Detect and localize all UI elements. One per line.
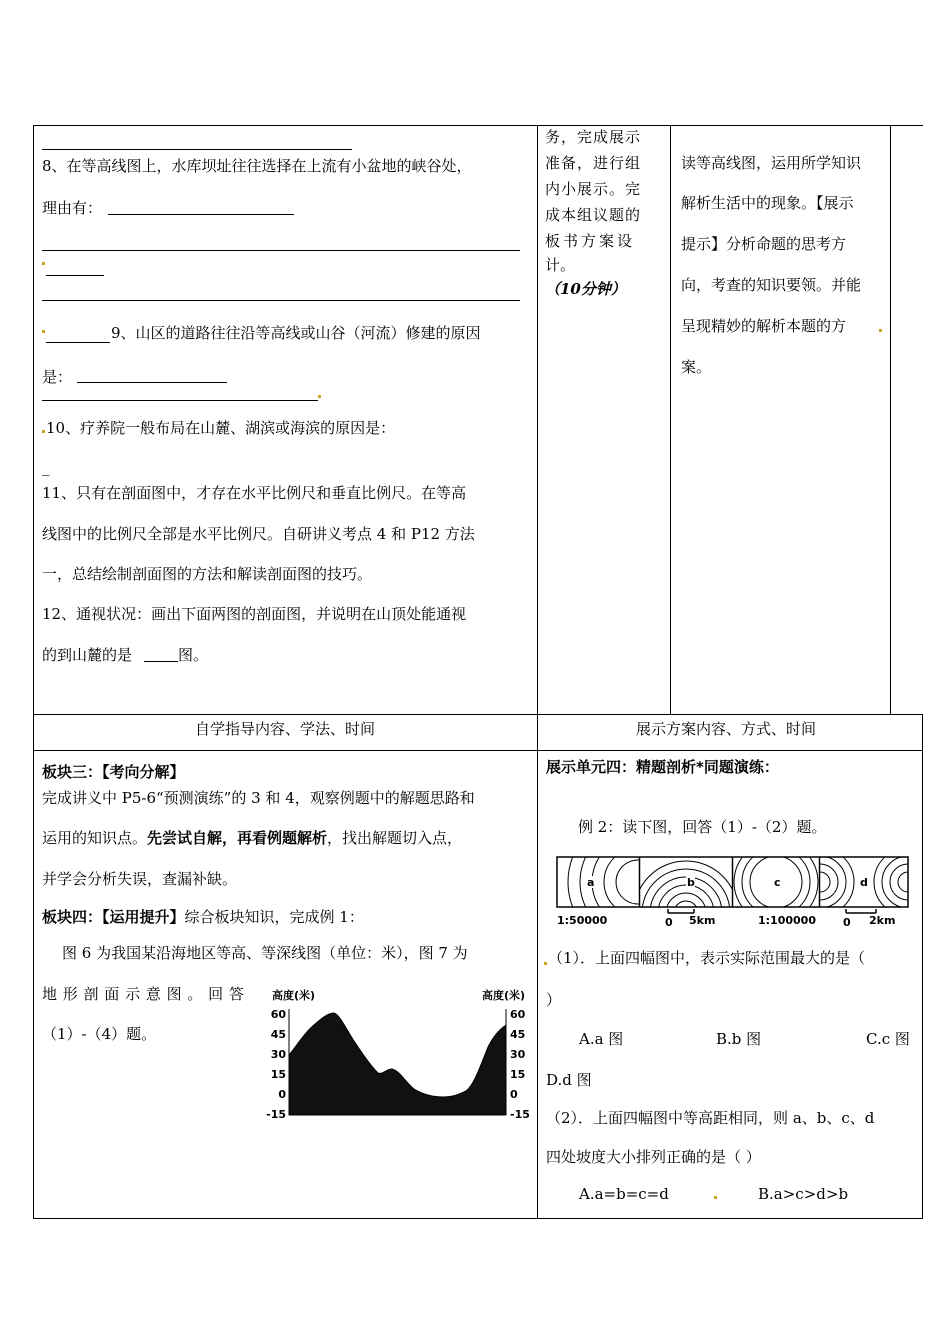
block3-line1: 完成讲义中 P5-6“预测演练”的 3 和 4，观察例题中的解题思路和 <box>42 789 475 807</box>
right-line: 读等高线图，运用所学知识 <box>681 154 862 172</box>
mid-line: 板书方案设 <box>545 232 636 250</box>
col-divider-2 <box>670 125 671 714</box>
right-line: 提示】分析命题的思考方 <box>681 235 847 253</box>
marker-dot <box>714 1196 717 1199</box>
tick-label: 30 <box>270 1048 286 1061</box>
panel-b-contours <box>634 861 738 933</box>
q2-option-a: A.a=b=c=d <box>579 1185 669 1203</box>
block3-line2-b: 先尝试自解，再看例题解析 <box>147 829 328 847</box>
q2-line1: （2）．上面四幅图中等高距相同，则 a、b、c、d <box>546 1109 875 1127</box>
block3-line3: 并学会分析失误，查漏补缺。 <box>42 870 238 888</box>
mid-line: 准备，进行组 <box>545 154 642 172</box>
right-line: 案。 <box>681 358 712 376</box>
scale-bar-2-end: 2km <box>869 914 896 927</box>
block4-title: 板块四：【运用提升】 <box>42 908 185 926</box>
answer-blank <box>42 400 318 401</box>
q1-line1: （1）．上面四幅图中，表示实际范围最大的是（ <box>548 949 866 967</box>
tick-label: 60 <box>270 1008 286 1021</box>
terrain-profile-chart <box>262 985 534 1125</box>
mid-line: 计。 <box>545 256 576 274</box>
q9-line2: 是： <box>42 368 73 386</box>
q10-text: 10、疗养院一般布局在山麓、湖滨或海滨的原因是： <box>46 419 396 437</box>
col-divider-3 <box>890 125 891 714</box>
table-bottom-border <box>33 1218 923 1219</box>
scale-bar-2-start: 0 <box>843 916 851 929</box>
unit4-title: 展示单元四：精题剖析*同题演练： <box>546 758 779 776</box>
q11-line1: 11、只有在剖面图中，才存在水平比例尺和垂直比例尺。在等高 <box>42 484 467 502</box>
tick-label: 15 <box>510 1068 526 1081</box>
mid-line: 成本组议题的 <box>545 206 642 224</box>
q1-line2: ） <box>546 991 562 1009</box>
right-ticks <box>510 1008 530 1121</box>
mid-line: 务，完成展示 <box>545 128 642 146</box>
q12-line1: 12、通视状况：画出下面两图的剖面图，并说明在山顶处能通视 <box>42 605 467 623</box>
tick-label: 45 <box>510 1028 526 1041</box>
right-line: 呈现精妙的解析本题的方 <box>681 317 847 335</box>
tick-label: 30 <box>510 1048 526 1061</box>
answer-blank <box>144 661 178 662</box>
panel-label-b: b <box>687 876 695 889</box>
left-ticks <box>266 1008 286 1121</box>
scale-label-2: 1:100000 <box>758 914 816 927</box>
q10-blank: _ <box>42 458 50 476</box>
q2-line2: 四处坡度大小排列正确的是（ ） <box>546 1148 761 1166</box>
q12-line2: 的到山麓的是 <box>42 646 133 664</box>
marker-dot <box>879 329 882 332</box>
y-label-right: 高度(米) <box>482 989 526 1002</box>
answer-blank <box>42 300 520 301</box>
q12-line2-end: 图。 <box>178 646 209 664</box>
right-line: 解析生活中的现象。【展示 <box>681 194 854 212</box>
answer-blank <box>46 275 104 276</box>
block3-line2 <box>42 831 462 846</box>
contour-maps-figure <box>556 855 910 933</box>
header-left: 自学指导内容、学法、时间 <box>195 720 376 738</box>
scale-bar-1-end: 5km <box>689 914 716 927</box>
q1-option-c: C.c 图 <box>866 1030 910 1048</box>
table-right-border <box>922 714 923 1219</box>
row-divider-1 <box>33 714 923 715</box>
panel-label-a: a <box>587 876 595 889</box>
header-right: 展示方案内容、方式、时间 <box>636 720 817 738</box>
marker-dot <box>42 430 45 433</box>
scale-label-1: 1:50000 <box>557 914 608 927</box>
q1-option-a: A.a 图 <box>579 1030 624 1048</box>
right-line: 向，考查的知识要领。并能 <box>681 276 862 294</box>
terrain-fill <box>289 1013 506 1115</box>
q8-line2: 理由有： <box>42 199 103 217</box>
tick-label: -15 <box>510 1108 530 1121</box>
fig-desc-line1: 图 6 为我国某沿海地区等高、等深线图（单位：米），图 7 为 <box>62 944 468 962</box>
tick-label: -15 <box>266 1108 286 1121</box>
tick-label: 0 <box>278 1088 286 1101</box>
row-divider-2 <box>33 750 923 751</box>
block4-rest: 综合板块知识，完成例 1： <box>184 908 364 926</box>
mid-time: （10分钟） <box>545 280 626 298</box>
answer-blank <box>42 250 520 251</box>
panel-label-c: c <box>774 876 781 889</box>
q11-line2: 线图中的比例尺全部是水平比例尺。自研讲义考点 4 和 P12 方法 <box>42 525 475 543</box>
panel-label-d: d <box>860 876 868 889</box>
tick-label: 60 <box>510 1008 526 1021</box>
y-label-left: 高度(米) <box>272 989 316 1002</box>
marker-dot <box>42 330 45 333</box>
answer-blank <box>77 382 227 383</box>
block3-title: 板块三：【考向分解】 <box>42 763 185 781</box>
q2-option-b: B.a>c>d>b <box>758 1185 849 1203</box>
marker-dot <box>318 395 321 398</box>
block4-line <box>42 910 364 925</box>
marker-dot <box>544 962 547 965</box>
block3-line2-a: 运用的知识点。 <box>42 829 148 847</box>
answer-blank <box>42 149 352 150</box>
col-divider-1 <box>537 125 538 1219</box>
q9-line1: 9、山区的道路往往沿等高线或山谷（河流）修建的原因 <box>111 324 481 342</box>
tick-label: 45 <box>270 1028 286 1041</box>
tick-label: 15 <box>270 1068 286 1081</box>
q1-option-d: D.d 图 <box>546 1071 592 1089</box>
q1-option-b: B.b 图 <box>716 1030 762 1048</box>
marker-dot <box>42 262 45 265</box>
mid-line: 内小展示。完 <box>545 180 642 198</box>
scale-bar-1-start: 0 <box>665 916 673 929</box>
table-top-border <box>33 125 923 126</box>
tick-label: 0 <box>510 1088 518 1101</box>
q11-line3: 一，总结绘制剖面图的方法和解读剖面图的技巧。 <box>42 565 373 583</box>
answer-blank <box>46 342 110 343</box>
answer-blank <box>108 214 294 215</box>
fig-desc-line2: 地 形 剖 面 示 意 图 。 回 答 <box>42 985 245 1003</box>
q8-line1: 8、在等高线图上，水库坝址往往选择在上流有小盆地的峡谷处， <box>42 157 472 175</box>
table-left-border <box>33 125 34 1219</box>
fig-desc-line3: （1）-（4）题。 <box>42 1025 157 1043</box>
block3-line2-c: ，找出解题切入点， <box>327 829 463 847</box>
example2-text: 例 2：读下图，回答（1）-（2）题。 <box>578 818 827 836</box>
